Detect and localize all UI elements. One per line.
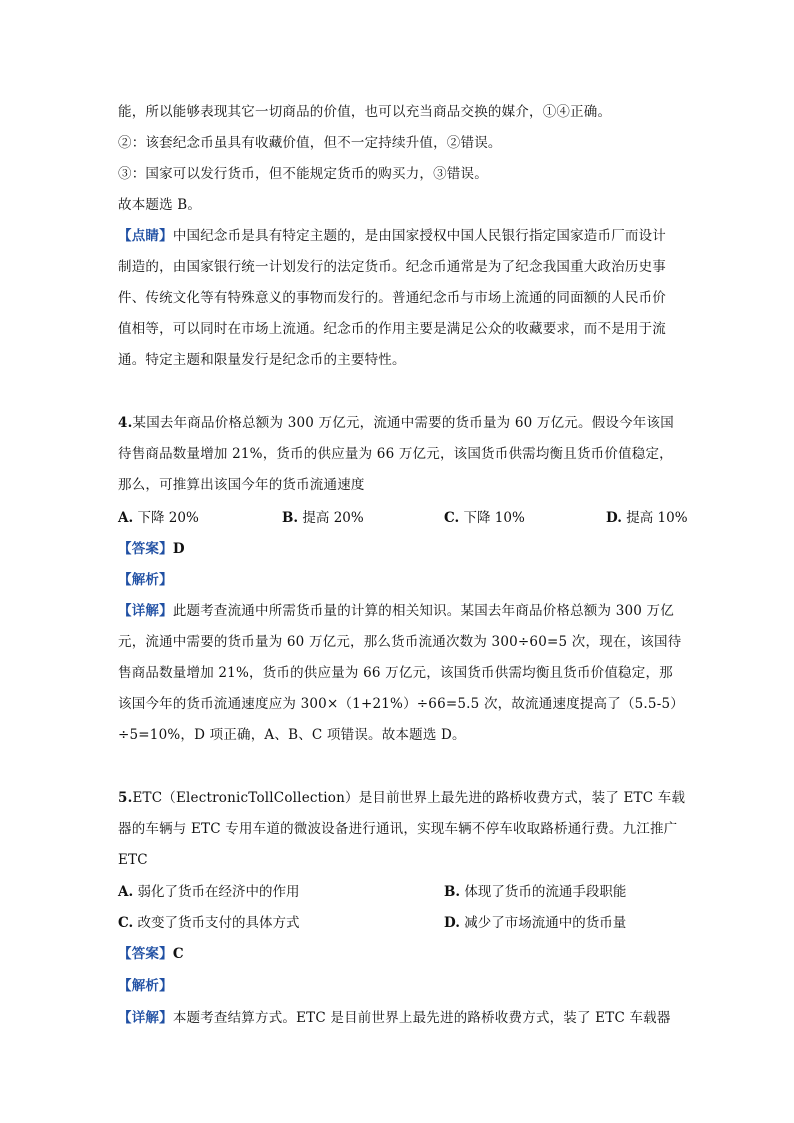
option-a — [118, 508, 199, 528]
question-5-stem: ETC — [118, 852, 148, 868]
answer-tag: 【答案】 — [118, 946, 173, 962]
detail-text: 此题考查流通中所需货币量的计算的相关知识。某国去年商品价格总额为 300 万亿 — [172, 603, 674, 619]
option-key: A. — [118, 510, 134, 526]
option-b — [282, 508, 364, 528]
question-number: 4. — [118, 415, 133, 431]
option-text: 减少了市场流通中的货币量 — [464, 915, 627, 931]
option-text: 体现了货币的流通手段职能 — [464, 884, 627, 900]
analysis-line — [118, 570, 173, 590]
option-text: 弱化了货币在经济中的作用 — [137, 884, 300, 900]
option-d — [606, 508, 688, 528]
question-5-stem — [118, 788, 685, 808]
option-key: A. — [118, 884, 134, 900]
tip-line: 值相等，可以同时在市场上流通。纪念币的作用主要是满足公众的收藏要求，而不是用于流 — [118, 321, 666, 337]
option-text: 下降 10% — [463, 510, 525, 526]
detail-tag: 【详解】 — [118, 1010, 173, 1026]
tip-text: 中国纪念币是具有特定主题的，是由国家授权中国人民银行指定国家造币厂而设计 — [172, 228, 667, 244]
answer-value: D — [172, 541, 185, 557]
paragraph-line: ③：国家可以发行货币，但不能规定货币的购买力，③错误。 — [118, 166, 488, 182]
option-c — [444, 508, 525, 528]
tip-tag: 【点睛】 — [118, 228, 173, 244]
question-4-stem: 那么，可推算出该国今年的货币流通速度 — [118, 477, 365, 493]
option-d — [444, 913, 626, 933]
detail-line — [118, 1008, 671, 1028]
tip-line: 通。特定主题和限量发行是纪念币的主要特性。 — [118, 352, 406, 368]
detail-line — [118, 601, 674, 621]
analysis-tag: 【解析】 — [118, 978, 173, 994]
answer-value: C — [172, 946, 184, 962]
tip-line: 制造的，由国家银行统一计划发行的法定货币。纪念币通常是为了纪念我国重大政治历史事 — [118, 259, 666, 275]
option-c — [118, 913, 300, 933]
option-key: D. — [606, 510, 622, 526]
question-text: ETC（ElectronicTollCollection）是目前世界上最先进的路桥收费方式，装了 ETC 车载 — [132, 790, 686, 806]
option-text: 提高 20% — [302, 510, 364, 526]
paragraph-line: 故本题选 B。 — [118, 197, 202, 213]
answer-tag: 【答案】 — [118, 541, 173, 557]
option-text: 提高 10% — [626, 510, 688, 526]
option-b — [444, 882, 626, 902]
question-5-stem: 器的车辆与 ETC 专用车道的微波设备进行通讯，实现车辆不停车收取路桥通行费。九江推广 — [118, 821, 678, 837]
detail-text: 本题考查结算方式。ETC 是目前世界上最先进的路桥收费方式，装了 ETC 车载器 — [172, 1010, 671, 1026]
detail-line: ÷5=10%，D 项正确，A、B、C 项错误。故本题选 D。 — [118, 727, 466, 743]
option-key: B. — [282, 510, 299, 526]
question-number: 5. — [118, 790, 133, 806]
question-4-stem — [118, 413, 674, 433]
question-4-stem: 待售商品数量增加 21%，货币的供应量为 66 万亿元，该国货币供需均衡且货币价值稳定， — [118, 446, 673, 462]
answer-line — [118, 944, 184, 964]
option-key: D. — [444, 915, 460, 931]
option-text: 下降 20% — [137, 510, 199, 526]
detail-line: 元，流通中需要的货币量为 60 万亿元，那么货币流通次数为 300÷60=5 次，现在，该国待 — [118, 634, 682, 650]
option-text: 改变了货币支付的具体方式 — [137, 915, 300, 931]
option-key: B. — [444, 884, 461, 900]
detail-tag: 【详解】 — [118, 603, 173, 619]
option-key: C. — [118, 915, 134, 931]
option-a — [118, 882, 299, 902]
detail-line: 售商品数量增加 21%，货币的供应量为 66 万亿元，该国货币供需均衡且货币价值稳定，那 — [118, 665, 673, 681]
answer-line — [118, 539, 185, 559]
option-key: C. — [444, 510, 460, 526]
detail-line: 该国今年的货币流通速度应为 300×（1+21%）÷66=5.5 次，故流通速度提高了（5.5-5） — [118, 696, 684, 712]
analysis-line — [118, 976, 173, 996]
paragraph-line: 能，所以能够表现其它一切商品的价值，也可以充当商品交换的媒介，①④正确。 — [118, 104, 612, 120]
analysis-tag: 【解析】 — [118, 572, 173, 588]
tip-line — [118, 226, 666, 246]
question-text: 某国去年商品价格总额为 300 万亿元，流通中需要的货币量为 60 万亿元。假设今年该国 — [132, 415, 674, 431]
paragraph-line: ②：该套纪念币虽具有收藏价值，但不一定持续升值，②错误。 — [118, 135, 502, 151]
tip-line: 件、传统文化等有特殊意义的事物而发行的。普通纪念币与市场上流通的同面额的人民币价 — [118, 290, 666, 306]
